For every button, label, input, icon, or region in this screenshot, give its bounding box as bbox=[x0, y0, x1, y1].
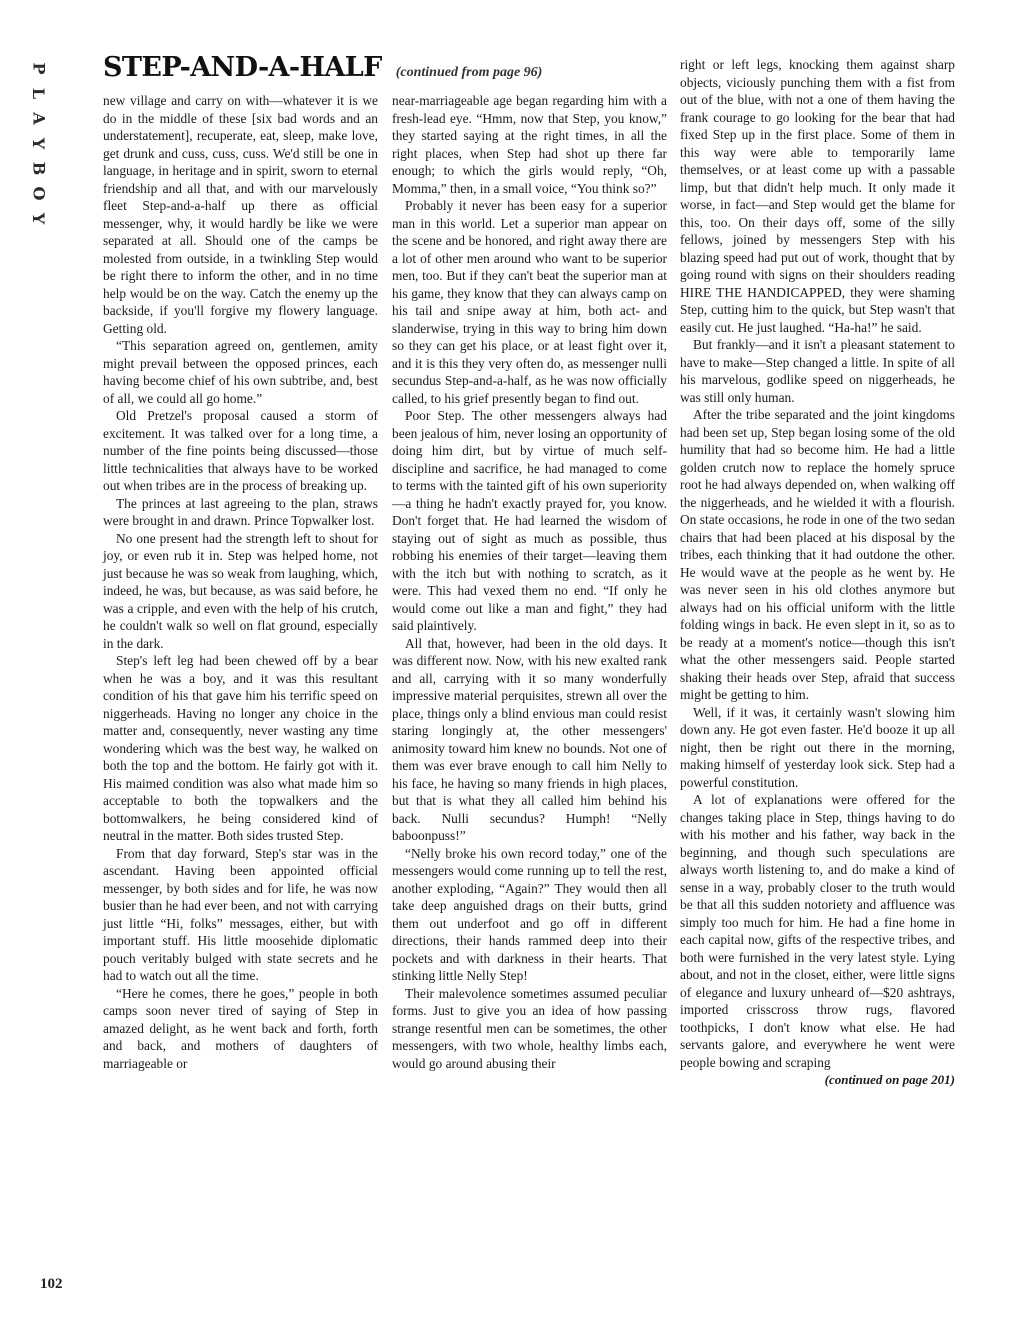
side-letter: O bbox=[29, 186, 49, 201]
paragraph: From that day forward, Step's star was in the ascendant. Having been appointed official messenger, by both sides and for life, he was now busier than he had ever been, and not with carrying just little “Hi, folks” messages, either, but with important stuff. His little moosehide diplomatic pouch veritably bulged with state secrets and he had to watch out all the time. bbox=[103, 845, 378, 983]
paragraph: But frankly—and it isn't a pleasant statement to have to make—Step changed a little. In spite of all his marvelous, godlike speed on niggerheads, he was still only human. bbox=[680, 337, 955, 405]
paragraph: “Nelly broke his own record today,” one of the messengers would come running up to tell the rest, another exploding, “Again?” They would then all take deep anguished drags on their butts, grind them out underfoot and go off in different directions, their hands rammed deep into their pockets and with darkness in their hearts. That stinking little Nelly Step! bbox=[392, 845, 667, 983]
side-letter: P bbox=[29, 62, 49, 75]
text-column-3 bbox=[680, 56, 955, 1089]
text-column-1 bbox=[103, 92, 378, 1072]
paragraph: right or left legs, knocking them against sharp objects, viciously punching them with a fist from out of the blue, with not a one of them having the frank courage to go looking for the bear that had fixed Step up in the first place. Some of them in this way were able to temporarily lame themselves, or at least come up with a passable limp, but that didn't help much. It only made it worse, in fact—and Step would get the blame for this, too. On their days off, some of the silly fellows, joined by messengers Step with his blazing speed had put out of work, thought that by going round with signs on their shoulders reading HIRE THE HANDICAPPED, they were shaming Step, cutting him to the quick, but Step wasn't that easily cut. He just laughed. “Ha-ha!” he said. bbox=[680, 57, 955, 335]
paragraph: “This separation agreed on, gentlemen, amity might prevail between the opposed princes, each having become chief of his own subtribe, and, best of all, we could all go home.” bbox=[103, 338, 378, 406]
paragraph: No one present had the strength left to shout for joy, or even rub it in. Step was helped home, not just because he was so weak from laughing, which, indeed, he was, but because, as was said before, he was a cripple, and even with the help of his crutch, he couldn't walk so well on flat ground, especially in the dark. bbox=[103, 530, 378, 651]
side-letter: A bbox=[29, 112, 49, 125]
paragraph: Well, if it was, it certainly wasn't slowing him down any. He got even faster. He'd booze it up all night, then be right out there in the morning, making himself of yesterday look sick. Step had a powerful constitution. bbox=[680, 704, 955, 790]
text-column-2 bbox=[392, 92, 667, 1072]
side-letter: Y bbox=[29, 137, 49, 150]
paragraph: Probably it never has been easy for a superior man in this world. Let a superior man appear on the scene and be honored, and right away there are a lot of other men around who want to be superior men, too. But if they can't beat the superior man at his game, they know that they can always camp on his tail and snipe away at him, both act- and slanderwise, trying in this way to bring him down so they can get his place, or at least fight over it, and it is this they very often do, as messenger nulli secundus Step-and-a-half, as he was now officially called, to his grief presently began to find out. bbox=[392, 198, 667, 406]
article-headline bbox=[103, 52, 542, 83]
paragraph: “Here he comes, there he goes,” people in both camps soon never tired of saying of Step in amazed delight, as he went back and forth, forth and back, and mothers of daughters of marriageable or bbox=[103, 985, 378, 1071]
continued-on-note: (continued on page 201) bbox=[824, 1072, 955, 1087]
side-letter: L bbox=[29, 87, 49, 100]
continued-from-note: (continued from page 96) bbox=[395, 65, 543, 80]
article-title: STEP-AND-A-HALF bbox=[103, 52, 382, 83]
paragraph: Poor Step. The other messengers always had been jealous of him, never losing an opportunity of doing him dirt, but by virtue of much self-discipline and sacrifice, he had managed to come to terms with the tainted gift of his own superiority—a thing he hadn't exactly prayed for, you know. Don't forget that. He had learned the wisdom of staying out of sight as much as possible, thus robbing his enemies of their target—leaving them with the itch but with nothing to scratch, as it were. This had vexed them no end. “If only he would come out like a man and fight,” they had said plaintively. bbox=[392, 408, 667, 633]
paragraph: Their malevolence sometimes assumed peculiar forms. Just to give you an idea of how passing strange resentful men can be sometimes, the other messengers, with two whole, healthy limbs each, would go around abusing their bbox=[392, 985, 667, 1071]
paragraph: A lot of explanations were offered for the changes taking place in Step, things having to do with his mother and his father, way back in the beginning, and though such speculations are always worth listening to, and do make a kind of sense in a way, probably closer to the truth would be that all this sudden notoriety and affluence was simply too much for him. He had a fine home in each capital now, gifts of the respective tribes, and both were furnished in the very latest style. Lying about, and not in the closet, either, were little signs of elegance and luxury unheard of—$20 ashtrays, imported crisscross throw rugs, flavored toothpicks, I don't know what else. He had servants galore, and everywhere he went were people bowing and scraping bbox=[680, 792, 955, 1070]
side-letter: Y bbox=[29, 212, 49, 225]
page-number: 102 bbox=[40, 1276, 63, 1292]
paragraph: Old Pretzel's proposal caused a storm of excitement. It was talked over for a long time, a number of the fine points being discussed—those little technicalities that always have to be worked out when tribes are in the process of breaking up. bbox=[103, 408, 378, 493]
paragraph: The princes at last agreeing to the plan, straws were brought in and drawn. Prince Topwalker lost. bbox=[103, 495, 378, 528]
paragraph: Step's left leg had been chewed off by a bear when he was a boy, and it was this resultant condition of his that gave him his terrific speed on niggerheads. Having no longer any choice in the matter and, consequently, never wasting any time wondering which was the best way, he walked on both the top and the bottom. He fairly got with it. His maimed condition was also what made him so acceptable to both the topwalkers and the bottomwalkers, he being considered kind of neutral in the matter. Both sides trusted Step. bbox=[103, 653, 378, 843]
magazine-side-logo bbox=[26, 56, 52, 231]
paragraph: After the tribe separated and the joint kingdoms had been set up, Step began losing some of the old humility that had so become him. He had a little golden crutch now to replace the homely spruce root he had always depended on, when walking off the niggerheads, and he wielded it with a flourish. On state occasions, he rode in one of the two sedan chairs that had been placed at his disposal by the tribes, each thinking that it had outdone the other. He would wave at the people as he went by. He was never seen in his old clothes anymore but always had on his official uniform with the little folding wings in back. He even slept in it, so as to be ready at a moment's notice—though this isn't what the other messengers said. People started shaking their heads over Step, afraid that success might be getting to him. bbox=[680, 407, 955, 702]
paragraph: near-marriageable age began regarding him with a fresh-lead eye. “Hmm, now that Step, you know,” they started saying at the right times, in all the right places, when Step had shot up there far enough; to which the girls would reply, “Oh, Momma,” then, in a small voice, “You think so?” bbox=[392, 93, 667, 196]
paragraph: new village and carry on with—whatever it is we do in the middle of these [six bad words and an understatement], recuperate, eat, sleep, make love, get drunk and cuss, cuss, cuss. We'd still be one in language, in heritage and in spirit, sworn to eternal friendship and all that, and with our marvelously fleet Step-and-a-half up there as official messenger, why, it would hardly be like we were separated at all. Should one of the camps be molested from outside, in a twinkling Step would be right there to inform the other, and in no time help would be on the way. Catch the enemy up the backside, if you'll forgive my flowery language. Getting old. bbox=[103, 93, 378, 336]
paragraph: All that, however, had been in the old days. It was different now. Now, with his new exalted rank and all, carrying with it so many wonderfully impressive material perquisites, strewn all over the place, things only a blind envious man could resist staring longingly at, the other messengers' animosity toward him knew no bounds. Not one of them was ever brave enough to call him Nelly to his face, he having so many friends in high places, but that is what they all called him behind his back. Nulli secundus? Humph! “Nelly baboonpuss!” bbox=[392, 635, 667, 843]
side-letter: B bbox=[29, 161, 49, 176]
